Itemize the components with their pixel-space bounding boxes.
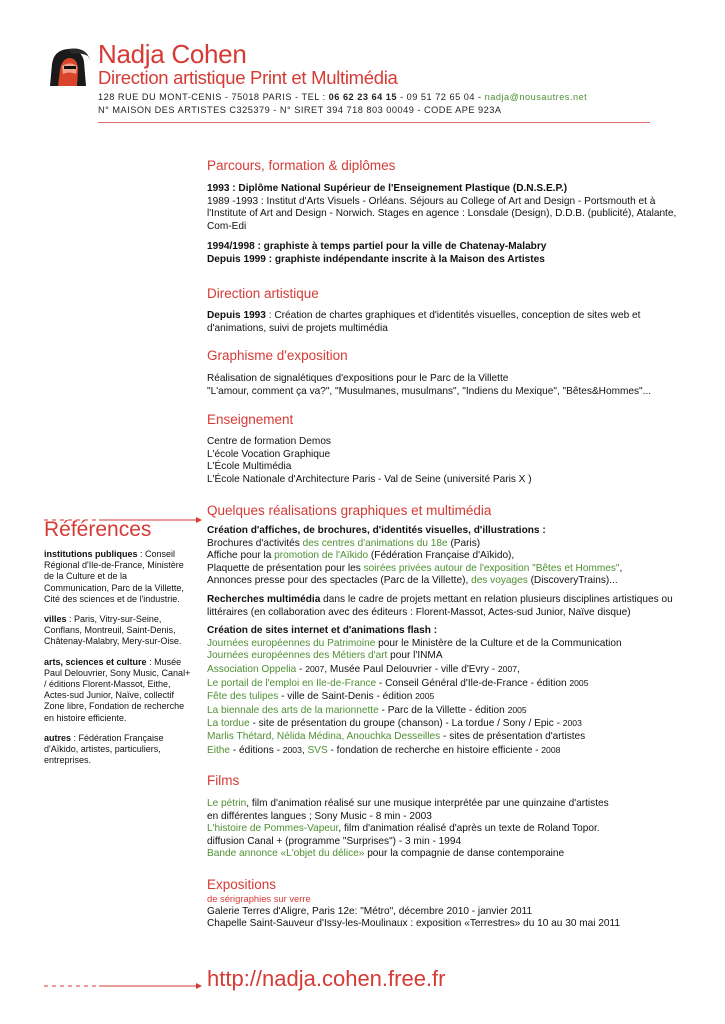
site-link[interactable]: La tordue [207, 718, 250, 730]
reference-group: villes : Paris, Vitry-sur-Seine, Conflans, Montreuil, Saint-Denis, Châtenay-Malabry, Mery-sur-Oise. [44, 614, 182, 647]
reference-group: institutions publiques : Conseil Régional d'Ile-de-France, Ministère de la Culture et de la Communication, Parc de la Villette, Cité des sciences et de l'industrie. [44, 549, 184, 604]
graphisme-line: Réalisation de signalétiques d'expositions pour le Parc de la Villette [207, 373, 509, 384]
site-link[interactable]: Marlis Thétard, Nélida Médina, Anouchka Desseilles [207, 730, 441, 742]
project-link[interactable]: promotion de l'Aïkido [274, 550, 369, 562]
section-title-parcours: Parcours, formation & diplômes [207, 158, 396, 173]
section-title-enseignement: Enseignement [207, 412, 294, 427]
graphisme-line: "L'amour, comment ça va?", "Musulmanes, musulmans", "Indiens du Mexique", "Bêtes&Hommes"... [207, 385, 652, 397]
site-link[interactable]: Journées européennes du Patrimoine [207, 637, 376, 649]
site-link[interactable]: La biennale des arts de la marionnette [207, 704, 379, 716]
project-link[interactable]: soirées privées autour de l'exposition "Bêtes et Hommes" [363, 562, 620, 574]
list-item: L'École Multimédia [207, 461, 292, 473]
phone-secondary: - 09 51 72 65 04 - [400, 92, 482, 102]
film-link[interactable]: Le pétrin [207, 798, 247, 809]
realisations-line: Brochures d'activités des centres d'animations du 18e (Paris) [207, 537, 481, 549]
realisations-heading: Création d'affiches, de brochures, d'identités visuelles, d'illustrations : [207, 525, 546, 536]
site-item: Marlis Thétard, Nélida Médina, Anouchka Desseilles - sites de présentation d'artistes [207, 730, 586, 742]
film-line: L'histoire de Pommes-Vapeur, film d'animation réalisé d'après un texte de Roland Topor. [207, 823, 600, 835]
enseignement-list [207, 436, 687, 486]
site-link[interactable]: Association Oppelia [207, 663, 297, 675]
site-item: Journées européennes du Patrimoine pour le Ministère de la Culture et de la Communication [207, 637, 622, 649]
contact-line [98, 91, 587, 103]
list-item: L'École Nationale d'Architecture Paris - Val de Seine (université Paris X ) [207, 473, 532, 485]
address: 128 RUE DU MONT-CENIS - 75018 PARIS - TEL : [98, 92, 326, 102]
phone: 06 62 23 64 15 [328, 92, 397, 102]
direction-text: : Création de chartes graphiques et d'identités visuelles, conception de sites web et d'animations, suivi de projets multimédia [207, 310, 641, 334]
realisations-line: Recherches multimédia dans le cadre de projets mettant en relation plusieurs disciplines artistiques ou littéraires (en collaboration avec des éditeurs : Florent-Massot, Actes-sud Junior, Naïve disque) [207, 593, 673, 618]
site-link[interactable]: Eithe [207, 744, 231, 756]
parcours-line: 1993 : Diplôme National Supérieur de l'Enseignement Plastique (D.N.S.E.P.) [207, 183, 568, 194]
avatar [44, 44, 94, 86]
person-name: Nadja Cohen [98, 39, 247, 69]
list-item: L'école Vocation Graphique [207, 448, 331, 460]
project-link[interactable]: des centres d'animations du 18e [302, 537, 448, 549]
realisations-body [207, 525, 687, 757]
job-title: Direction artistique Print et Multimédia [98, 67, 398, 88]
parcours-body [207, 183, 687, 267]
film-line: Le pétrin, film d'animation réalisé sur une musique interprétée par une quinzaine d'artistes [207, 798, 609, 809]
film-link[interactable]: Bande annonce «L'objet du délice» [207, 848, 365, 860]
realisations-line: Plaquette de présentation pour les soirées privées autour de l'exposition "Bêtes et Hommes", [207, 562, 623, 574]
project-link[interactable]: des voyages [471, 575, 528, 587]
expositions-subtitle: de sérigraphies sur verre [207, 893, 311, 904]
section-title-direction: Direction artistique [207, 286, 319, 301]
website-link[interactable]: http://nadja.cohen.free.fr [207, 966, 446, 991]
site-item: La tordue - site de présentation du groupe (chanson) - La tordue / Sony / Epic - 2003 [207, 718, 582, 730]
site-item: Le portail de l'emploi en Ile-de-France - Conseil Général d'Ile-de-France - édition 2005 [207, 677, 589, 689]
list-item: Centre de formation Demos [207, 436, 331, 447]
section-title-expositions: Expositions [207, 877, 277, 892]
film-link[interactable]: L'histoire de Pommes-Vapeur [207, 823, 339, 835]
films-body [207, 798, 687, 861]
registration-ids: N° MAISON DES ARTISTES C325379 - N° SIRET 394 718 803 00049 - CODE APE 923A [98, 105, 502, 115]
parcours-line: 1994/1998 : graphiste à temps partiel pour la ville de Chatenay-Malabry [207, 241, 547, 253]
site-link[interactable]: SVS [307, 744, 328, 756]
site-link[interactable]: Fête des tulipes [207, 691, 279, 703]
realisations-line: Annonces presse pour des spectacles (Parc de la Villette), des voyages (DiscoveryTrains)... [207, 575, 618, 587]
reference-group: arts, sciences et culture : Musée Paul Delouvrier, Sony Music, Canal+ / éditions Florent-Massot, Eithe, Actes-sud Junior, Naïve, collectif Zone libre, Fondation de recherche en histoire efficiente. [44, 656, 191, 723]
site-link[interactable]: Journées européennes des Métiers d'art [207, 650, 388, 662]
realisations-line: Affiche pour la promotion de l'Aïkido (Fédération Française d'Aïkido), [207, 550, 515, 562]
site-item: Journées européennes des Métiers d'art pour l'INMA [207, 650, 443, 662]
site-item: Fête des tulipes - ville de Saint-Denis - édition 2005 [207, 691, 435, 703]
exposition-line: Galerie Terres d'Aligre, Paris 12e: "Métro", décembre 2010 - janvier 2011 [207, 905, 533, 917]
film-line: diffusion Canal + (programme "Surprises") - 3 min - 1994 [207, 835, 462, 847]
direction-body [207, 310, 687, 335]
email-link[interactable]: nadja@nousautres.net [484, 92, 588, 102]
parcours-line: 1989 -1993 : Institut d'Arts Visuels - Orléans. Séjours au College of Art and Design - Portsmouth et à l'Institute of Art and Design - Norwich. Stages en agence : Lonsdale (Design), D.D.B. (publicité), Atalante, Com-Edi [207, 195, 677, 232]
site-link[interactable]: Le portail de l'emploi en Ile-de-France [207, 677, 377, 689]
exposition-line: Chapelle Saint-Sauveur d'Issy-les-Moulinaux : exposition «Terrestres» du 10 au 30 mai 2011 [207, 918, 621, 930]
direction-bold: Depuis 1993 [207, 310, 266, 321]
graphisme-body [207, 373, 687, 398]
references-body [44, 549, 194, 775]
site-item: Eithe - éditions - 2003, SVS - fondation de recherche en histoire efficiente - 2008 [207, 744, 561, 756]
site-item: Association Oppelia - 2007, Musée Paul Delouvrier - ville d'Evry - 2007, [207, 663, 520, 675]
parcours-line: Depuis 1999 : graphiste indépendante inscrite à la Maison des Artistes [207, 253, 545, 265]
dashed-arrow [44, 976, 204, 994]
section-title-realisations: Quelques réalisations graphiques et multimédia [207, 503, 492, 518]
references-title: Références [44, 518, 152, 541]
film-line: Bande annonce «L'objet du délice» pour la compagnie de danse contemporaine [207, 848, 565, 860]
realisations-heading: Création de sites internet et d'animations flash : [207, 625, 438, 637]
expositions-body [207, 893, 687, 931]
header-divider [98, 122, 650, 123]
film-line: en différentes langues ; Sony Music - 8 min - 2003 [207, 810, 432, 822]
site-item: La biennale des arts de la marionnette - Parc de la Villette - édition 2005 [207, 704, 527, 716]
section-title-graphisme: Graphisme d'exposition [207, 348, 348, 363]
reference-group: autres : Fédération Française d'Aïkido, artistes, particuliers, entreprises. [44, 732, 164, 766]
section-title-films: Films [207, 773, 240, 788]
